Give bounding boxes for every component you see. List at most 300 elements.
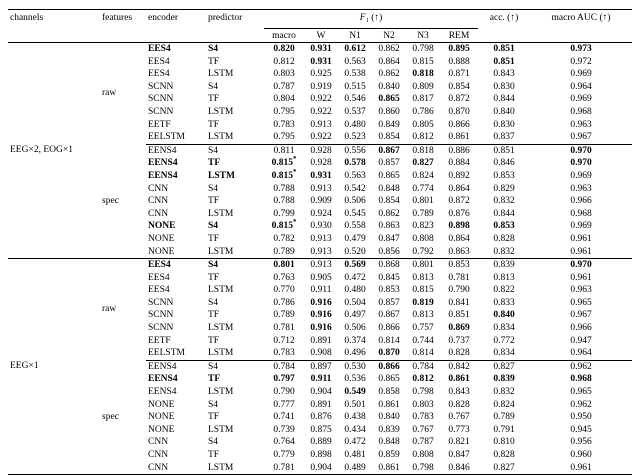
value-cell: 0.871 [448,69,470,80]
value-cell: 0.834 [493,323,515,334]
value-cell: 0.864 [448,233,470,244]
value-cell: 0.828 [493,450,515,460]
value-cell: 0.869 [448,323,470,334]
value-cell: 0.968 [570,106,592,117]
value-cell: 0.781 [273,323,295,334]
value-cell: 0.789 [412,208,434,219]
value-cell: 0.773 [448,424,470,435]
value-cell: 0.861 [448,132,470,143]
predictor-cell: S4 [208,183,219,194]
value-cell: 0.523 [344,132,366,143]
col-header-n1: N1 [338,29,372,43]
value-cell: 0.781 [273,462,295,473]
features-cell: raw [100,259,146,361]
value-cell: 0.767 [448,412,470,423]
value-cell: 0.872 [448,94,470,105]
value-cell: 0.913 [310,233,332,244]
value-cell: 0.854 [378,132,400,143]
value-cell: 0.851 [478,144,530,157]
value-cell: 0.970 [530,144,632,157]
value-cell: 0.795 [273,106,295,117]
encoder-cell: EES4 [148,56,170,67]
value-cell: 0.861 [448,374,470,385]
value-cell: 0.872 [448,196,470,207]
value-cell: 0.931 [310,44,332,54]
value-cell: 0.964 [570,348,592,359]
value-cell: 0.788 [273,196,295,207]
value-cell: 0.844 [493,94,515,105]
value-cell: 0.788 [273,183,295,194]
predictor-cell: TF [208,374,221,385]
table-row [8,360,632,373]
value-cell: 0.834 [493,348,515,359]
value-cell: 0.789 [493,412,515,423]
value-cell: 0.830 [493,81,515,92]
value-cell: 0.434 [344,424,366,435]
value-cell: 0.801 [264,259,304,272]
value-cell: 0.905 [310,272,332,283]
value-cell: 0.839 [378,424,400,435]
value-cell: 0.858 [378,387,400,398]
encoder-cell: CNN [148,437,169,448]
value-cell: 0.843 [493,69,515,80]
predictor-cell: LSTM [208,170,235,181]
value-cell: 0.810 [493,437,515,448]
value-cell: 0.795 [273,132,295,143]
value-cell: 0.867 [378,310,400,321]
predictor-cell: S4 [208,81,219,92]
value-cell: 0.757 [412,323,434,334]
value-cell: 0.840 [493,106,515,117]
value-cell: 0.904 [310,387,332,398]
predictor-cell: LSTM [208,246,234,257]
encoder-cell: CNN [148,196,169,207]
col-header-rem: REM [440,29,478,43]
features-cell: spec [102,411,119,422]
value-cell: 0.848 [378,183,400,194]
value-cell: 0.812 [273,56,295,67]
value-cell: 0.969 [570,94,592,105]
value-cell: 0.741 [273,412,295,423]
encoder-cell: CNN [148,450,169,460]
value-cell: 0.772 [493,335,515,346]
predictor-cell: S4 [206,259,264,272]
value-cell: 0.842 [440,360,478,373]
col-header-accuracy: acc. (↑) [478,10,530,43]
value-cell: 0.612 [344,44,366,54]
value-cell: 0.898 [448,221,470,232]
value-cell: 0.892 [448,170,470,181]
value-cell: 0.497 [344,310,366,321]
value-cell: 0.924 [310,208,332,219]
value-cell: 0.504 [344,297,366,308]
encoder-cell: CNN [148,183,169,194]
value-cell: 0.739 [273,424,295,435]
value-cell: 0.966 [570,196,592,207]
value-cell: 0.781 [448,272,470,283]
value-cell: 0.970 [570,158,592,169]
value-cell: 0.844 [493,208,515,219]
value-cell: 0.839 [493,374,515,385]
value-cell: 0.840 [378,81,400,92]
value-cell: 0.801 [406,259,440,272]
value-cell: 0.856 [378,246,400,257]
value-cell: 0.865 [378,94,400,105]
value-cell: 0.961 [570,462,592,473]
col-header-n2: N2 [372,29,406,43]
value-cell: 0.909 [310,196,332,207]
value-cell: 0.480 [344,119,366,130]
value-cell: 0.814 [412,348,434,359]
value-cell: 0.792 [412,246,434,257]
value-cell: 0.829 [493,183,515,194]
value-cell: 0.851 [493,56,515,67]
value-cell: 0.833 [493,297,515,308]
value-cell: 0.818 [406,144,440,157]
value-cell: 0.818 [412,69,434,80]
value-cell: 0.853 [493,170,515,181]
paper-page [0,9,640,476]
value-cell: 0.904 [310,462,332,473]
value-cell: 0.922 [310,106,332,117]
encoder-cell: EENS4 [148,158,178,169]
predictor-cell: S4 [206,360,264,373]
value-cell: 0.963 [570,183,592,194]
f1-symbol: F₁ [359,13,369,23]
value-cell: 0.790 [448,285,470,296]
table-row [8,43,632,56]
value-cell: 0.374 [344,335,366,346]
value-cell: 0.865 [378,170,400,181]
value-cell: 0.968 [570,374,592,385]
predictor-cell: TF [208,335,220,346]
value-cell: 0.542 [344,183,366,194]
encoder-cell: EES4 [148,69,170,80]
value-cell: 0.784 [406,360,440,373]
value-cell: 0.854 [448,81,470,92]
value-cell: 0.931 [310,170,332,181]
value-cell: 0.864 [448,183,470,194]
value-cell: 0.783 [273,348,295,359]
value-cell: 0.963 [570,119,592,130]
value-cell: 0.911 [310,374,332,385]
value-cell: 0.515 [344,81,366,92]
predictor-cell: S4 [208,399,219,410]
col-header-predictor: predictor [206,10,264,43]
predictor-cell: TF [208,56,220,67]
value-cell: 0.965 [570,297,592,308]
value-cell: 0.472 [344,272,366,283]
value-cell: 0.737 [448,335,470,346]
value-cell: 0.870 [378,348,400,359]
encoder-cell: EETF [148,335,171,346]
col-header-features: features [100,10,146,43]
value-cell: 0.799 [273,208,295,219]
value-cell: 0.857 [378,158,400,169]
value-cell: 0.828 [448,348,470,359]
value-cell: 0.563 [344,170,366,181]
encoder-cell: EENS4 [148,170,178,181]
value-cell: 0.862 [378,44,400,54]
predictor-cell: TF [208,94,220,105]
encoder-cell: SCNN [148,323,174,334]
value-cell: 0.853 [440,259,478,272]
value-cell: 0.811 [264,144,304,157]
value-cell: 0.783 [412,412,434,423]
value-cell: 0.911 [310,285,332,296]
value-cell: 0.898 [310,450,332,460]
value-cell: 0.556 [338,144,372,157]
value-cell: 0.849 [378,119,400,130]
value-cell: 0.764 [273,437,295,448]
encoder-cell: NONE [148,399,175,410]
value-cell: 0.558 [344,221,366,232]
value-cell: 0.827 [412,158,434,169]
value-cell: 0.506 [344,323,366,334]
encoder-cell: SCNN [148,94,174,105]
predictor-cell: LSTM [208,285,234,296]
value-cell: 0.815* [271,155,297,169]
channels-cell: EEG×1 [8,259,100,475]
value-cell: 0.843 [448,387,470,398]
value-cell: 0.815* [271,167,297,181]
value-cell: 0.863 [378,221,400,232]
significance-star: * [292,167,297,176]
value-cell: 0.545 [344,208,366,219]
value-cell: 0.815 [412,56,434,67]
value-cell: 0.830 [493,119,515,130]
col-header-macro: macro [264,29,304,43]
value-cell: 0.828 [448,399,470,410]
results-tbody [8,43,632,475]
value-cell: 0.801 [412,196,434,207]
value-cell: 0.812 [412,374,434,385]
value-cell: 0.770 [273,285,295,296]
value-cell: 0.961 [570,272,592,283]
value-cell: 0.803 [412,399,434,410]
value-cell: 0.868 [372,259,406,272]
value-cell: 0.774 [412,183,434,194]
value-cell: 0.798 [412,387,434,398]
value-cell: 0.798 [412,44,434,54]
value-cell: 0.846 [448,462,470,473]
predictor-cell: LSTM [208,424,234,435]
encoder-cell: EETF [148,119,171,130]
predictor-cell: LSTM [208,462,234,473]
value-cell: 0.832 [493,246,515,257]
encoder-cell: NONE [148,221,176,232]
value-cell: 0.840 [493,310,515,321]
value-cell: 0.481 [344,450,366,460]
value-cell: 0.828 [493,233,515,244]
value-cell: 0.908 [310,348,332,359]
predictor-cell: TF [208,158,221,169]
col-header-n3: N3 [406,29,440,43]
value-cell: 0.438 [344,412,366,423]
encoder-cell: EES4 [148,285,170,296]
value-cell: 0.895 [448,44,470,54]
value-cell: 0.827 [478,360,530,373]
col-header-wake: W [304,29,338,43]
significance-star: * [292,155,297,164]
encoder-cell: NONE [148,246,175,257]
value-cell: 0.832 [493,196,515,207]
channels-cell: EEG×2, EOG×1 [10,145,73,156]
value-cell: 0.530 [338,360,372,373]
value-cell: 0.789 [273,310,295,321]
value-cell: 0.538 [344,69,366,80]
predictor-cell: S4 [208,221,219,232]
value-cell: 0.847 [448,450,470,460]
value-cell: 0.865 [378,374,400,385]
value-cell: 0.889 [310,437,332,448]
encoder-cell: NONE [148,233,175,244]
value-cell: 0.860 [378,106,400,117]
value-cell: 0.870 [448,106,470,117]
value-cell: 0.913 [310,183,332,194]
value-cell: 0.809 [412,81,434,92]
predictor-cell: TF [208,272,220,283]
value-cell: 0.817 [412,94,434,105]
value-cell: 0.786 [412,106,434,117]
value-cell: 0.823 [412,221,434,232]
predictor-cell: S4 [208,437,219,448]
value-cell: 0.863 [448,246,470,257]
col-header-macro-auc: macro AUC (↑) [530,10,632,43]
encoder-cell: EELSTM [148,132,185,143]
significance-star: * [292,218,297,227]
predictor-cell: TF [208,310,220,321]
value-cell: 0.964 [570,81,592,92]
value-cell: 0.536 [344,374,366,385]
encoder-cell: CNN [148,208,169,219]
value-cell: 0.961 [570,233,592,244]
value-cell: 0.876 [448,208,470,219]
encoder-cell: EENS4 [148,387,177,398]
value-cell: 0.821 [448,437,470,448]
value-cell: 0.866 [448,119,470,130]
predictor-cell: LSTM [208,132,234,143]
predictor-cell: LSTM [208,69,234,80]
predictor-cell: TF [208,233,220,244]
value-cell: 0.970 [530,259,632,272]
value-cell: 0.891 [310,335,332,346]
value-cell: 0.569 [338,259,372,272]
value-cell: 0.782 [273,233,295,244]
value-cell: 0.767 [412,424,434,435]
value-cell: 0.803 [273,69,295,80]
value-cell: 0.973 [570,44,592,54]
value-cell: 0.913 [310,246,332,257]
value-cell: 0.783 [273,119,295,130]
value-cell: 0.827 [493,462,515,473]
value-cell: 0.815* [271,218,297,232]
value-cell: 0.786 [273,297,295,308]
features-cell: spec [102,195,119,206]
value-cell: 0.968 [570,208,592,219]
encoder-cell: EES4 [148,44,171,54]
value-cell: 0.824 [493,399,515,410]
encoder-cell: SCNN [148,297,174,308]
value-cell: 0.962 [570,399,592,410]
encoder-cell: NONE [148,424,175,435]
value-cell: 0.797 [273,374,295,385]
value-cell: 0.784 [264,360,304,373]
features-cell: raw [102,88,117,99]
value-cell: 0.928 [310,158,332,169]
value-cell: 0.972 [570,56,592,67]
value-cell: 0.966 [570,323,592,334]
value-cell: 0.931 [310,56,332,67]
value-cell: 0.847 [378,233,400,244]
value-cell: 0.496 [344,348,366,359]
value-cell: 0.820 [273,44,295,54]
value-cell: 0.916 [310,323,332,334]
value-cell: 0.916 [310,310,332,321]
results-table [8,9,632,475]
predictor-cell: TF [208,196,220,207]
encoder-cell: EENS4 [146,360,206,373]
predictor-cell: S4 [208,44,219,54]
value-cell: 0.853 [493,221,515,232]
value-cell: 0.814 [378,335,400,346]
value-cell: 0.848 [378,437,400,448]
predictor-cell: LSTM [208,106,234,117]
value-cell: 0.967 [570,132,592,143]
value-cell: 0.916 [310,297,332,308]
value-cell: 0.897 [304,360,338,373]
value-cell: 0.922 [310,132,332,143]
col-header-encoder: encoder [146,10,206,43]
value-cell: 0.854 [378,196,400,207]
value-cell: 0.763 [273,272,295,283]
value-cell: 0.841 [448,297,470,308]
encoder-cell: NONE [148,412,175,423]
value-cell: 0.956 [570,437,592,448]
encoder-cell: EENS4 [146,144,206,157]
value-cell: 0.480 [344,285,366,296]
value-cell: 0.549 [344,387,366,398]
value-cell: 0.919 [310,81,332,92]
value-cell: 0.866 [378,323,400,334]
value-cell: 0.888 [448,56,470,67]
encoder-cell: EES4 [148,272,170,283]
value-cell: 0.866 [372,360,406,373]
value-cell: 0.815 [412,285,434,296]
value-cell: 0.967 [570,310,592,321]
value-cell: 0.790 [273,387,295,398]
predictor-cell: S4 [206,144,264,157]
value-cell: 0.824 [412,170,434,181]
col-header-channels: channels [8,10,100,43]
col-header-f1 [264,10,478,29]
encoder-cell: EELSTM [148,348,185,359]
value-cell: 0.861 [378,462,400,473]
value-cell: 0.851 [448,310,470,321]
value-cell: 0.947 [570,335,592,346]
encoder-cell: SCNN [148,81,174,92]
value-cell: 0.884 [448,158,470,169]
value-cell: 0.861 [378,399,400,410]
value-cell: 0.962 [530,360,632,373]
value-cell: 0.862 [378,69,400,80]
value-cell: 0.546 [344,94,366,105]
value-cell: 0.472 [344,437,366,448]
value-cell: 0.930 [310,221,332,232]
value-cell: 0.578 [344,158,366,169]
value-cell: 0.857 [378,297,400,308]
value-cell: 0.808 [412,233,434,244]
